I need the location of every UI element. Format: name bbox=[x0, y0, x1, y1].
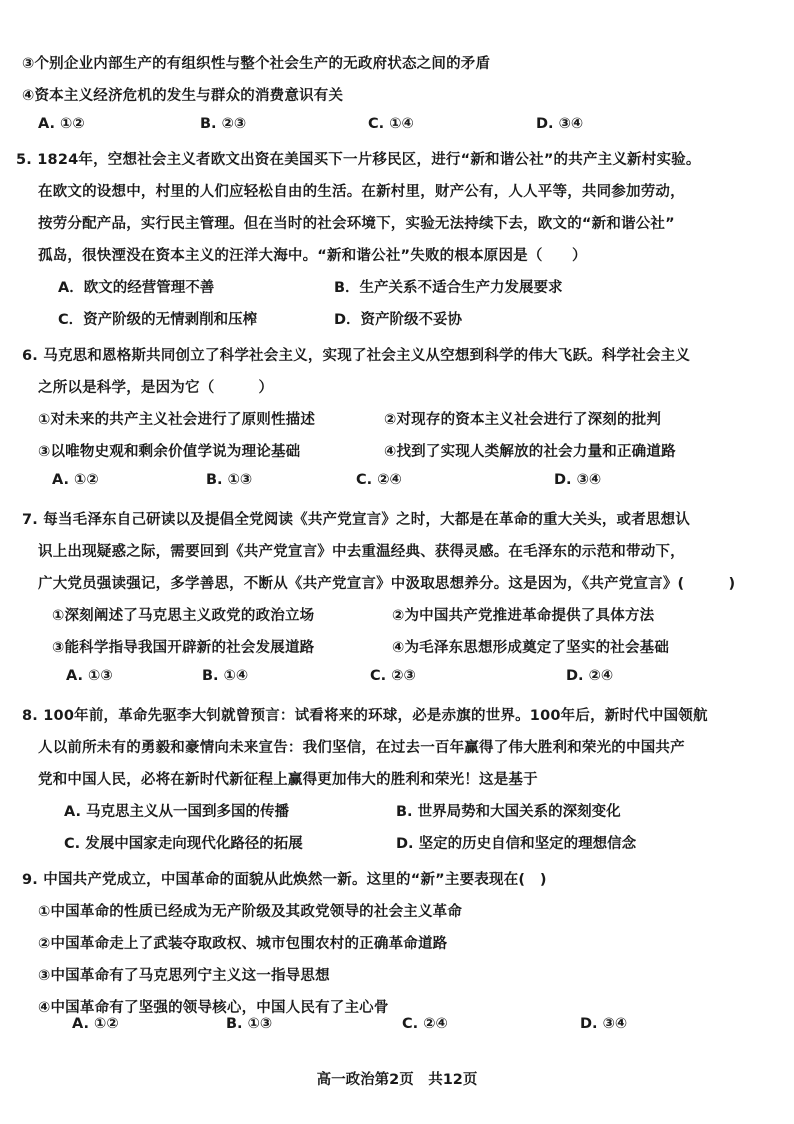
q8-choice-a: A. 马克思主义从一国到多国的传播 bbox=[64, 804, 290, 820]
q4-choice-c: C. ①④ bbox=[368, 116, 414, 132]
q7-statement-2: ②为中国共产党推进革命提供了具体方法 bbox=[392, 608, 655, 624]
q9-statement-3: ③中国革命有了马克思列宁主义这一指导思想 bbox=[38, 968, 330, 984]
q7-choice-b: B. ①④ bbox=[202, 668, 249, 684]
q6-choice-b: B. ①③ bbox=[206, 472, 253, 488]
q9-statement-1: ①中国革命的性质已经成为无产阶级及其政党领导的社会主义革命 bbox=[38, 904, 463, 920]
q7-stem-line-2: 识上出现疑惑之际，需要回到《共产党宣言》中去重温经典、获得灵感。在毛泽东的示范和带动下， bbox=[38, 544, 685, 560]
q7-stem-line-3: 广大党员强读强记，多学善思，不断从《共产党宣言》中汲取思想养分。这是因为，《共产党宣言》( ) bbox=[38, 576, 736, 592]
q9-statement-2: ②中国革命走上了武装夺取政权、城市包围农村的正确革命道路 bbox=[38, 936, 448, 952]
q5-stem-line-3: 按劳分配产品，实行民主管理。但在当时的社会环境下，实验无法持续下去，欧文的“新和谐公社” bbox=[38, 216, 675, 232]
q5-stem-line-2: 在欧文的设想中，村里的人们应轻松自由的生活。在新村里，财产公有，人人平等，共同参加劳动， bbox=[38, 184, 685, 200]
q9-statement-4: ④中国革命有了坚强的领导核心，中国人民有了主心骨 bbox=[38, 1000, 389, 1016]
q7-statement-1: ①深刻阐述了马克思主义政党的政治立场 bbox=[52, 608, 315, 624]
q8-choice-c: C. 发展中国家走向现代化路径的拓展 bbox=[64, 836, 303, 852]
q6-statement-1: ①对未来的共产主义社会进行了原则性描述 bbox=[38, 412, 316, 428]
q7-choice-d: D. ②④ bbox=[566, 668, 614, 684]
q7-statement-3: ③能科学指导我国开辟新的社会发展道路 bbox=[52, 640, 315, 656]
q6-choice-a: A. ①② bbox=[52, 472, 99, 488]
q8-choice-b: B. 世界局势和大国关系的深刻变化 bbox=[396, 804, 621, 820]
q9-choice-d: D. ③④ bbox=[580, 1016, 628, 1032]
page-footer: 高一政治第2页 共12页 bbox=[316, 1072, 478, 1088]
q9-stem-line-1: 9. 中国共产党成立，中国革命的面貌从此焕然一新。这里的“新”主要表现在( ) bbox=[22, 872, 547, 888]
q7-stem-line-1: 7. 每当毛泽东自己研读以及提倡全党阅读《共产党宣言》之时，大都是在革命的重大关头，或者思想认 bbox=[22, 512, 691, 528]
q6-choice-c: C. ②④ bbox=[356, 472, 402, 488]
q8-stem-line-1: 8. 100年前，革命先驱李大钊就曾预言：试看将来的环球，必是赤旗的世界。100年后，新时代中国领航 bbox=[22, 708, 708, 724]
q8-choice-d: D. 坚定的历史自信和坚定的理想信念 bbox=[396, 836, 637, 852]
q4-choice-d: D. ③④ bbox=[536, 116, 584, 132]
q6-choice-d: D. ③④ bbox=[554, 472, 602, 488]
q9-choice-b: B. ①③ bbox=[226, 1016, 273, 1032]
q4-statement-3: ③个别企业内部生产的有组织性与整个社会生产的无政府状态之间的矛盾 bbox=[22, 56, 491, 72]
q4-choice-b: B. ②③ bbox=[200, 116, 247, 132]
q5-stem-line-4: 孤岛，很快湮没在资本主义的汪洋大海中。“新和谐公社”失败的根本原因是（ ） bbox=[38, 248, 587, 264]
q6-stem-line-1: 6. 马克思和恩格斯共同创立了科学社会主义，实现了社会主义从空想到科学的伟大飞跃。科学社会主义 bbox=[22, 348, 691, 364]
q9-choice-c: C. ②④ bbox=[402, 1016, 448, 1032]
q8-stem-line-3: 党和中国人民，必将在新时代新征程上赢得更加伟大的胜利和荣光！这是基于 bbox=[38, 772, 538, 788]
q5-choice-b: B．生产关系不适合生产力发展要求 bbox=[334, 280, 563, 296]
q5-stem-line-1: 5. 1824年，空想社会主义者欧文出资在美国买下一片移民区，进行“新和谐公社”的共产主义新村实验。 bbox=[16, 152, 701, 168]
q6-stem-line-2: 之所以是科学，是因为它（ ） bbox=[38, 380, 274, 396]
q9-choice-a: A. ①② bbox=[72, 1016, 119, 1032]
q5-choice-c: C．资产阶级的无情剥削和压榨 bbox=[58, 312, 258, 328]
q4-statement-4: ④资本主义经济危机的发生与群众的消费意识有关 bbox=[22, 88, 344, 104]
q7-statement-4: ④为毛泽东思想形成奠定了坚实的社会基础 bbox=[392, 640, 670, 656]
q5-choice-a: A．欧文的经营管理不善 bbox=[58, 280, 215, 296]
q6-statement-3: ③以唯物史观和剩余价值学说为理论基础 bbox=[38, 444, 301, 460]
q4-choice-a: A. ①② bbox=[38, 116, 85, 132]
q7-choice-a: A. ①③ bbox=[66, 668, 113, 684]
q7-choice-c: C. ②③ bbox=[370, 668, 416, 684]
q8-stem-line-2: 人以前所未有的勇毅和豪情向未来宣告：我们坚信，在过去一百年赢得了伟大胜利和荣光的中国共产 bbox=[38, 740, 685, 756]
q5-choice-d: D．资产阶级不妥协 bbox=[334, 312, 463, 328]
q6-statement-4: ④找到了实现人类解放的社会力量和正确道路 bbox=[384, 444, 676, 460]
q6-statement-2: ②对现存的资本主义社会进行了深刻的批判 bbox=[384, 412, 662, 428]
